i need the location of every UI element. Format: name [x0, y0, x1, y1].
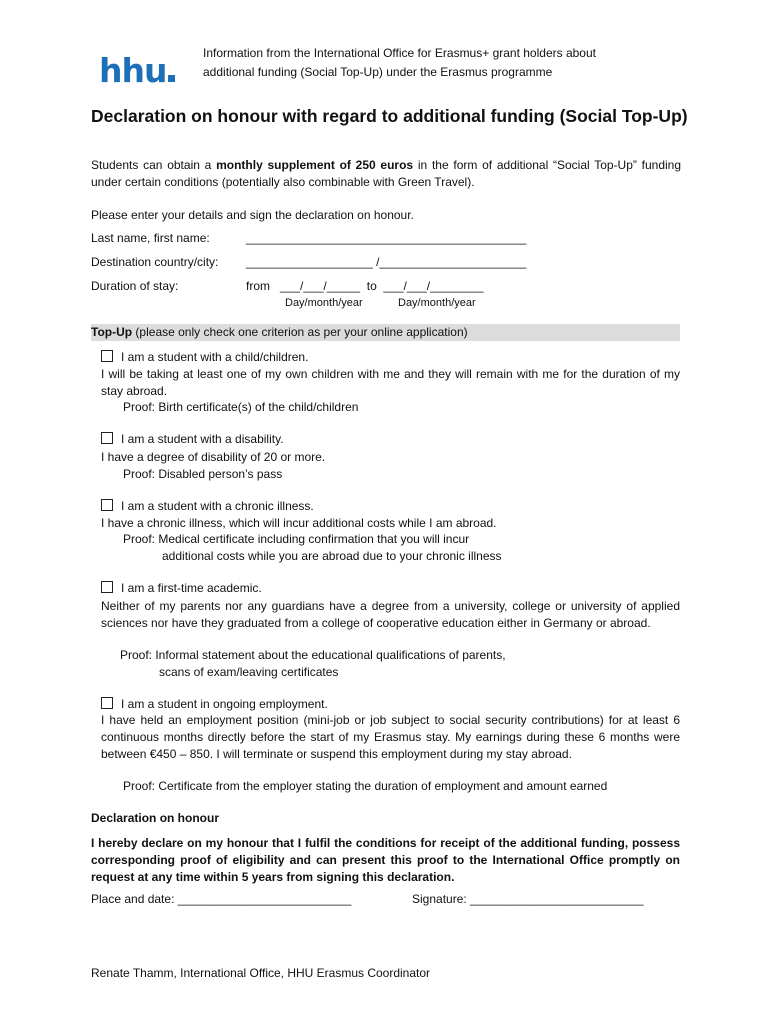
criterion-first-time-academic-proof: Proof: Informal statement about the educational qualifications of parents,	[120, 648, 506, 662]
page-title: Declaration on honour with regard to additional funding (Social Top-Up)	[91, 106, 688, 126]
destination-label: Destination country/city:	[91, 255, 219, 269]
topup-header: Top-Up (please only check one criterion as per your online application)	[91, 324, 680, 341]
header-line-2: additional funding (Social Top-Up) under the Erasmus programme	[203, 65, 553, 79]
name-field[interactable]: __________________________________________	[246, 231, 527, 245]
criterion-chronic-illness-proof: Proof: Medical certificate including confirmation that you will incur	[123, 532, 470, 546]
declaration-heading: Declaration on honour	[91, 811, 220, 825]
criterion-first-time-academic-proof-2: scans of exam/leaving certificates	[159, 665, 339, 679]
header-line-1: Information from the International Office for Erasmus+ grant holders about	[203, 46, 596, 60]
checkbox[interactable]	[101, 499, 113, 511]
criterion-chronic-illness-desc: I have a chronic illness, which will incur additional costs while I am abroad.	[101, 516, 497, 530]
criterion-first-time-academic-desc: Neither of my parents nor any guardians have a degree from a university, college or university of applied sciences nor have they graduated from a college of cooperative education either in Germany or abroad.	[101, 599, 680, 630]
checkbox[interactable]	[101, 432, 113, 444]
criterion-first-time-academic[interactable]: I am a first-time academic.	[101, 580, 262, 597]
criterion-child[interactable]: I am a student with a child/children.	[101, 349, 308, 366]
date-hint-start: Day/month/year	[285, 297, 363, 309]
footer: Renate Thamm, International Office, HHU Erasmus Coordinator	[91, 966, 431, 980]
criterion-chronic-illness[interactable]: I am a student with a chronic illness.	[101, 498, 314, 515]
criterion-child-desc: I will be taking at least one of my own children with me and they will remain with me for the duration of my stay abroad.	[101, 367, 680, 398]
name-label: Last name, first name:	[91, 231, 210, 245]
criterion-child-proof: Proof: Birth certificate(s) of the child/children	[123, 400, 359, 414]
instruction: Please enter your details and sign the declaration on honour.	[91, 208, 414, 222]
logo-dot	[168, 75, 175, 82]
duration-row	[91, 278, 680, 312]
checkbox[interactable]	[101, 350, 113, 362]
criterion-employment-desc: I have held an employment position (mini-job or job subject to social security contributions) for at least 6 continuous months directly before the start of my Erasmus stay. My earnings during these 6 months were between €450 – 850. I will terminate or suspend this employment during my stay abroad.	[101, 713, 680, 761]
intro-highlight: monthly supplement of 250 euros	[216, 158, 414, 172]
destination-field[interactable]: ___________________ /______________________	[246, 255, 527, 269]
criterion-disability[interactable]: I am a student with a disability.	[101, 431, 284, 448]
criterion-disability-desc: I have a degree of disability of 20 or more.	[101, 450, 326, 464]
date-hint-end: Day/month/year	[398, 297, 476, 309]
header-info	[203, 44, 683, 82]
duration-label: Duration of stay:	[91, 279, 179, 293]
criterion-chronic-illness-proof-2: additional costs while you are abroad due to your chronic illness	[162, 549, 502, 563]
place-date-field[interactable]: Place and date: __________________________	[91, 892, 352, 906]
hhu-logo: hhu	[99, 54, 175, 87]
intro-paragraph: Students can obtain a monthly supplement of 250 euros in the form of additional “Social Top-Up” funding under certain conditions (potentially also combinable with Green Travel).	[91, 158, 682, 189]
checkbox[interactable]	[101, 581, 113, 593]
criterion-disability-proof: Proof: Disabled person’s pass	[123, 467, 283, 481]
declaration-text: I hereby declare on my honour that I fulfil the conditions for receipt of the additional funding, possess corresponding proof of eligibility and can present this proof to the International Office promptly on request at any time within 5 years from signing this declaration.	[91, 836, 680, 884]
criterion-employment[interactable]: I am a student in ongoing employment.	[101, 696, 328, 713]
destination-row	[91, 254, 680, 271]
checkbox[interactable]	[101, 697, 113, 709]
duration-field[interactable]: from ___/___/_____ to ___/___/________	[246, 279, 484, 293]
criterion-employment-proof: Proof: Certificate from the employer stating the duration of employment and amount earned	[123, 779, 608, 793]
name-row	[91, 230, 680, 247]
signature-field[interactable]: Signature: __________________________	[412, 892, 644, 906]
